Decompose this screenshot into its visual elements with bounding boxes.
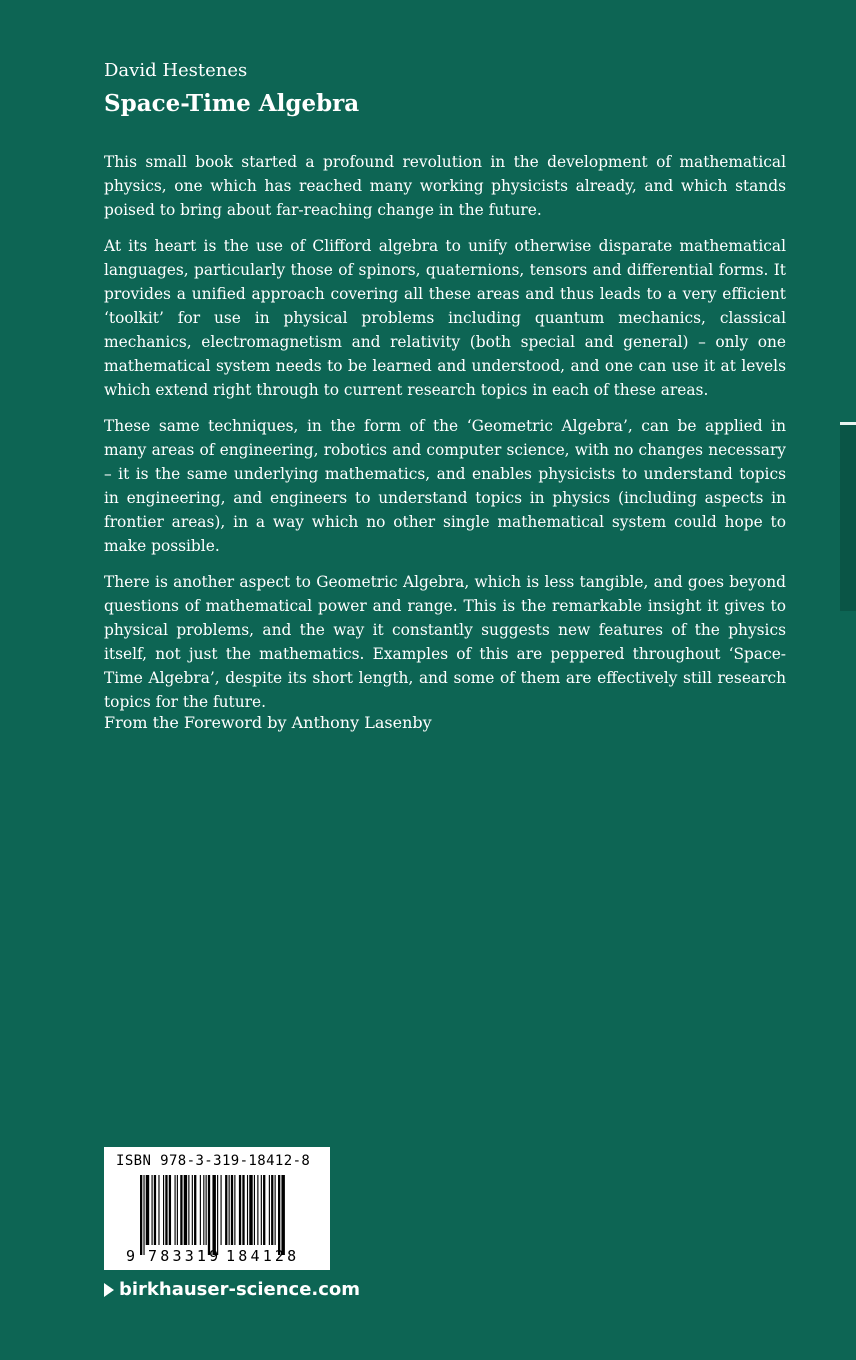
book-title: Space-Time Algebra <box>104 90 360 117</box>
barcode-bar <box>275 1175 276 1245</box>
isbn-label: ISBN 978-3-319-18412-8 <box>116 1153 311 1169</box>
barcode-bar <box>221 1175 222 1245</box>
barcode-bar <box>278 1175 280 1255</box>
foreword-credit: From the Foreword by Anthony Lasenby <box>104 713 432 732</box>
blurb-paragraph-3: These same techniques, in the form of the ‘Geometric Algebra’, can be applied in many areas of engineering, robotics and computer science, with no changes necessary – it is the same underlying mathematics, and enables physicists to understand topics in engineering, and engineers to understand topics in physics (including aspects in frontier areas), in a way which no other single mathematical system could hope to make possible. <box>104 417 786 555</box>
barcode-bar <box>177 1175 178 1245</box>
barcode-bar <box>175 1175 176 1245</box>
blurb-paragraph-4: There is another aspect to Geometric Algebra, which is less tangible, and goes beyond questions of mathematical power and range. This is the remarkable insight it gives to physical problems, and the way it constantly suggests new features of the physics itself, not just the mathematics. Examples of this are peppered throughout ‘Space-Time Algebra’, despite its short length, and some of them are effectively still research topics for the future. <box>104 573 786 711</box>
barcode-bar <box>146 1175 149 1245</box>
barcode-bar <box>234 1175 235 1245</box>
barcode <box>104 1147 330 1270</box>
barcode-bar <box>247 1175 248 1245</box>
barcode-bar <box>212 1175 215 1255</box>
barcode-bar <box>180 1175 182 1245</box>
barcode-bar <box>261 1175 262 1245</box>
barcode-bar <box>225 1175 227 1245</box>
barcode-bar <box>169 1175 171 1245</box>
barcode-bar <box>229 1175 230 1245</box>
barcode-bar <box>269 1175 270 1245</box>
barcode-bar <box>152 1175 153 1245</box>
barcode-bar <box>263 1175 265 1245</box>
barcode-bar <box>184 1175 187 1245</box>
barcode-bar <box>200 1175 201 1245</box>
barcode-left-digits: 783319 <box>148 1247 222 1265</box>
barcode-bar <box>143 1175 144 1255</box>
barcode-bar <box>154 1175 156 1245</box>
barcode-bar <box>231 1175 233 1245</box>
barcode-bar <box>192 1175 193 1245</box>
barcode-bar <box>163 1175 164 1245</box>
publisher-website[interactable] <box>104 1279 360 1300</box>
blurb-paragraph-2: At its heart is the use of Clifford algebra to unify otherwise disparate mathematical languages, particularly those of spinors, quaternions, tensors and differential forms. It provides a unified approach covering all these areas and thus leads to a very efficient ‘toolkit’ for use in physical problems including quantum mechanics, classical mechanics, electromagnetism and relativity (both special and general) – only one mathematical system needs to be learned and understood, and one can use it at levels which extend right through to current research topics in each of these areas. <box>104 237 786 399</box>
author-name: David Hestenes <box>104 60 248 81</box>
edge-tab <box>840 422 856 611</box>
publisher-website-label: birkhauser-science.com <box>119 1279 361 1300</box>
barcode-bar <box>203 1175 204 1245</box>
barcode-bar <box>242 1175 244 1245</box>
barcode-bar <box>165 1175 167 1245</box>
barcode-bar <box>249 1175 252 1245</box>
barcode-bar <box>281 1175 284 1255</box>
blurb-paragraph-1: This small book started a profound revolution in the development of mathematical physics, one which has reached many working physicists already, and which stands poised to bring about far-reaching change in the future. <box>104 153 786 219</box>
barcode-bar <box>140 1175 142 1255</box>
blurb <box>104 150 786 726</box>
barcode-bar <box>239 1175 241 1245</box>
barcode-bar <box>188 1175 189 1245</box>
barcode-bar <box>217 1175 218 1255</box>
barcode-right-digits: 184128 <box>226 1247 300 1265</box>
barcode-bar <box>257 1175 258 1245</box>
play-arrow-icon <box>104 1283 114 1297</box>
barcode-bar <box>271 1175 273 1245</box>
barcode-bar <box>208 1175 210 1255</box>
barcode-bar <box>194 1175 196 1245</box>
barcode-bar <box>158 1175 159 1245</box>
barcode-bar <box>254 1175 255 1245</box>
barcode-lead-digit: 9 <box>126 1247 136 1265</box>
barcode-bar <box>206 1175 207 1245</box>
